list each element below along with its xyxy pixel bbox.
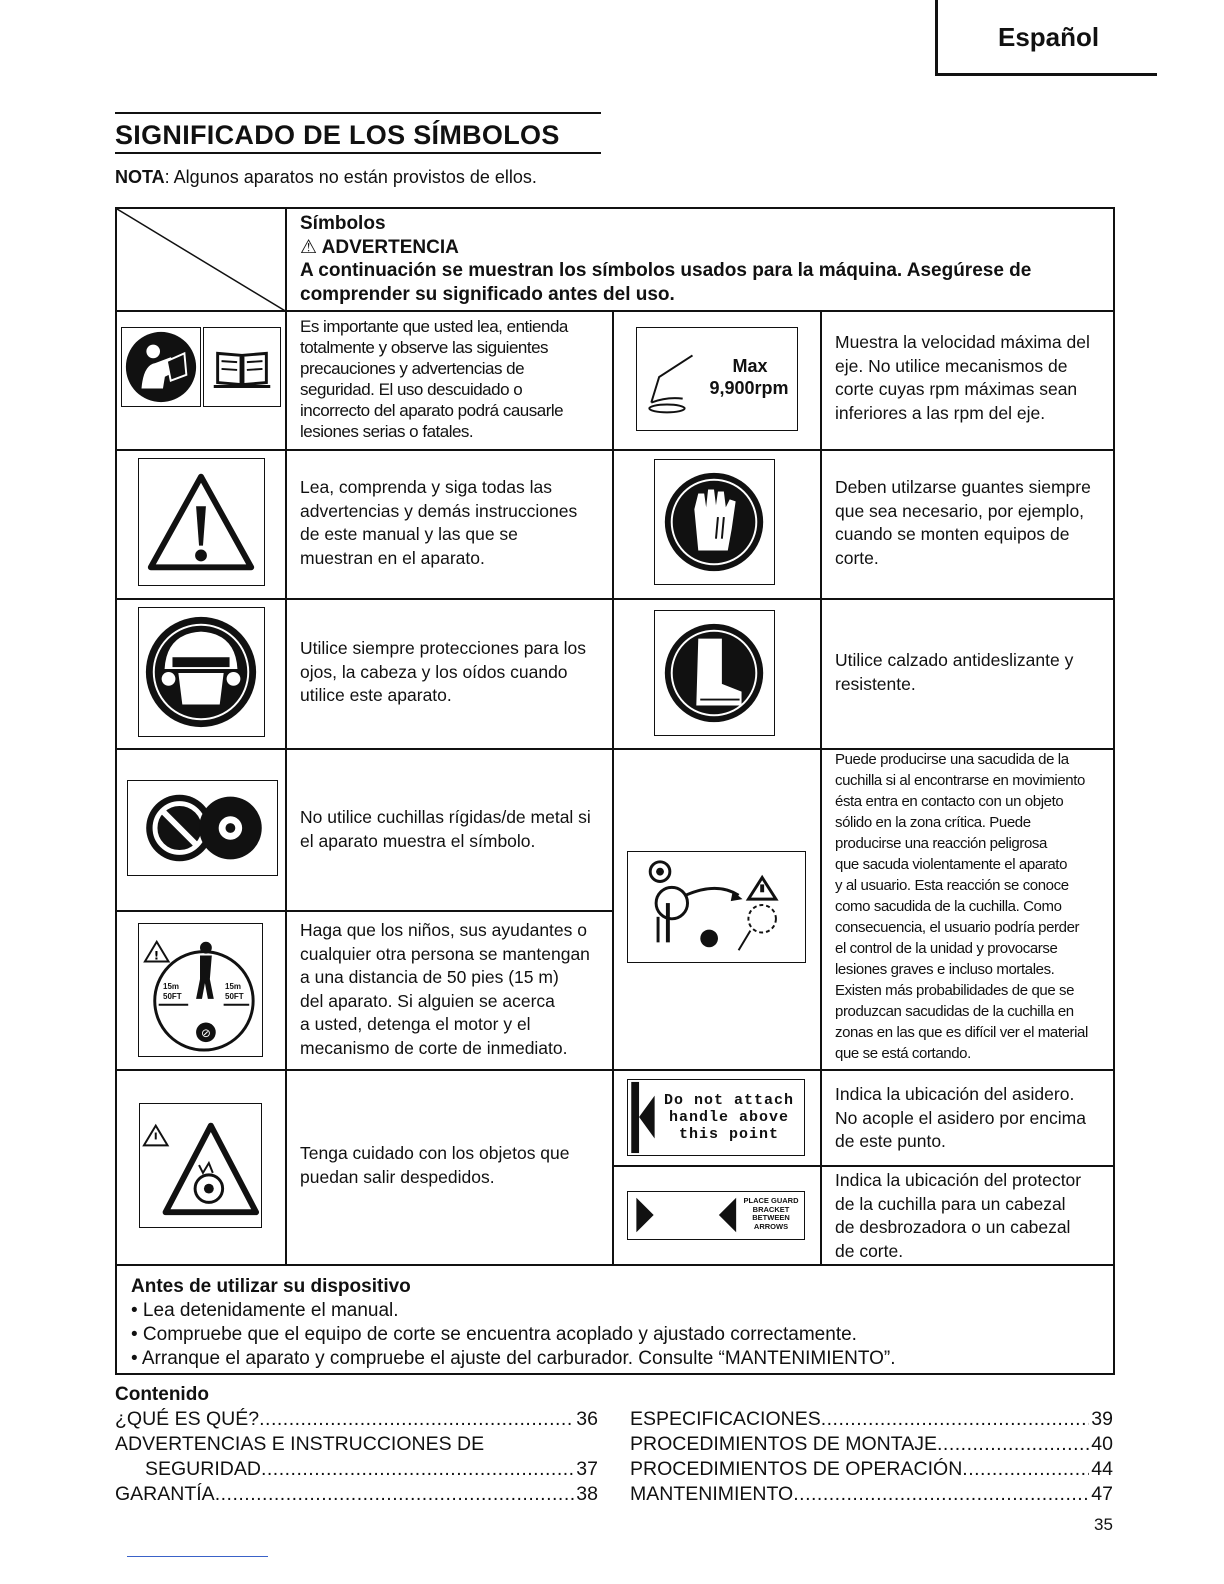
distance-label-ft-right: 50FT — [225, 992, 244, 1001]
max-rpm-icon — [636, 327, 798, 431]
toc-entry[interactable]: PROCEDIMIENTOS DE OPERACIÓN ..... 44 — [630, 1457, 1113, 1482]
boots-text: Utilice calzado antideslizante y resistente. — [835, 650, 1074, 694]
toc-entry[interactable]: ADVERTENCIAS E INSTRUCCIONES DE — [115, 1433, 485, 1455]
guard-text: Indica la ubicación del protector de la cuchilla para un cabezal de desbrozadora o un cabezal de corte. — [835, 1170, 1082, 1261]
svg-text:!: ! — [153, 948, 160, 963]
keep-distance-icon — [138, 923, 263, 1057]
thrown-objects-text: Tenga cuidado con los objetos que puedan salir despedidos. — [300, 1143, 570, 1187]
distance-label-ft-left: 50FT — [163, 992, 182, 1001]
guard-stencil: PLACE GUARD BRACKET BETWEEN ARROWS — [743, 1196, 799, 1231]
distance-label-m-left: 15m — [163, 982, 180, 991]
header-warning — [300, 236, 1031, 260]
symbols-table — [115, 207, 1115, 1375]
header-diagonal — [117, 209, 287, 312]
max-rpm-value: 9,900rpm — [709, 378, 789, 398]
no-blades-text: No utilice cuchillas rígidas/de metal si el aparato muestra el símbolo. — [300, 807, 591, 851]
distance-label-m-right: 15m — [225, 982, 242, 991]
thrown-objects-icon — [139, 1103, 262, 1228]
guard-location-icon — [627, 1191, 805, 1240]
book-icon — [203, 327, 281, 407]
before-use — [131, 1275, 896, 1371]
before-use-heading: Antes de utilizar su dispositivo — [131, 1276, 411, 1297]
read-manual-icon — [121, 327, 201, 407]
toc-entry[interactable]: ESPECIFICACIONES ..... 39 — [630, 1407, 1113, 1432]
before-use-item: • Compruebe que el equipo de corte se encuentra acoplado y ajustado correctamente. — [131, 1324, 857, 1345]
header-warning-label: ADVERTENCIA — [321, 236, 459, 258]
language-label: Español — [998, 22, 1100, 52]
table-header — [300, 212, 1031, 306]
header-instruction-1: A continuación se muestran los símbolos usados para la máquina. Asegúrese de — [300, 260, 1032, 281]
gloves-text: Deben utilzarse guantes siempre que sea necesario, por ejemplo, cuando se monten equipos de corte. — [835, 477, 1091, 568]
no-metal-blade-icon — [127, 780, 278, 876]
section-title — [115, 112, 601, 154]
header-symbols: Símbolos — [300, 213, 386, 234]
header-instruction-2: comprender su significado antes del uso. — [300, 283, 675, 305]
gloves-icon — [654, 459, 775, 585]
toc-entry[interactable]: ¿QUÉ ES QUÉ? ..... 36 — [115, 1407, 598, 1432]
toc-entry[interactable]: MANTENIMIENTO ..... 47 — [630, 1482, 1113, 1507]
max-rpm-text: Muestra la velocidad máxima del eje. No utilice mecanismos de corte cuyas rpm máximas sean inferiores a las rpm del eje. — [835, 332, 1090, 423]
contents-heading: Contenido — [115, 1384, 209, 1405]
distance-text: Haga que los niños, sus ayudantes o cualquier otra persona se mantengan a una distancia de 50 pies (15 m) del aparato. Si alguien se acerca a usted, detenga el motor y el mecanismo de corte de inmediato. — [300, 920, 590, 1058]
kickback-icon — [627, 851, 806, 963]
protection-text: Utilice siempre protecciones para los ojos, la cabeza y los oídos cuando utilice este aparato. — [300, 638, 586, 705]
note-text: : Algunos aparatos no están provistos de ellos. — [164, 167, 537, 187]
read-manual-text: Es importante que usted lea, entienda totalmente y observe las siguientes precauciones y advertencias de seguridad. El uso descuidado o incorrecto del aparato podrá causarle lesiones serias o fatales. — [300, 317, 568, 441]
svg-text:⊘: ⊘ — [200, 1026, 211, 1041]
warnings-text: Lea, comprenda y siga todas las advertencias y demás instrucciones de este manual y las que se muestran en el aparato. — [300, 477, 578, 568]
toc-entry[interactable]: SEGURIDAD ..... 37 — [115, 1457, 598, 1482]
language-tab — [935, 0, 1157, 76]
handle-location-icon — [627, 1079, 805, 1156]
protection-icon — [138, 607, 265, 737]
note — [115, 167, 537, 188]
handle-stencil: Do not attach handle above this point — [663, 1092, 795, 1143]
before-use-item: • Arranque el aparato y compruebe el ajuste del carburador. Consulte “MANTENIMIENTO”. — [131, 1348, 896, 1369]
warning-triangle-icon: ⚠ — [300, 236, 318, 258]
page-number: 35 — [1094, 1515, 1113, 1534]
max-rpm-label: Max — [732, 356, 768, 376]
before-use-item: • Lea detenidamente el manual. — [131, 1300, 399, 1321]
boots-icon — [654, 610, 775, 736]
page-title: SIGNIFICADO DE LOS SÍMBOLOS — [115, 120, 560, 150]
contents-right — [630, 1407, 1113, 1507]
handle-text: Indica la ubicación del asidero. No acople el asidero por encima de este punto. — [835, 1084, 1086, 1151]
toc-entry[interactable]: PROCEDIMIENTOS DE MONTAJE ..... 40 — [630, 1432, 1113, 1457]
footer-rule — [127, 1556, 268, 1557]
contents-left — [115, 1382, 598, 1507]
note-label: NOTA — [115, 167, 165, 187]
warning-icon — [138, 458, 265, 586]
kickback-text: Puede producirse una sacudida de la cuchilla si al encontrarse en movimiento ésta entra en contacto con un objeto sólido en la zona crítica. Puede producirse una reacción peligrosa que sacuda violentamente el aparato y al usuario. Esta reacción se conoce como sacudida de la cuchilla. Como consecuencia, el usuario podría perder el control de la unidad y provocarse lesiones graves e incluso mortales. Existen más probabilidades de que se produzcan sacudidas de la cuchilla en zonas en las que es difícil ver el material que se está cortando. — [835, 751, 1088, 1062]
toc-entry[interactable]: GARANTÍA ..... 38 — [115, 1482, 598, 1507]
